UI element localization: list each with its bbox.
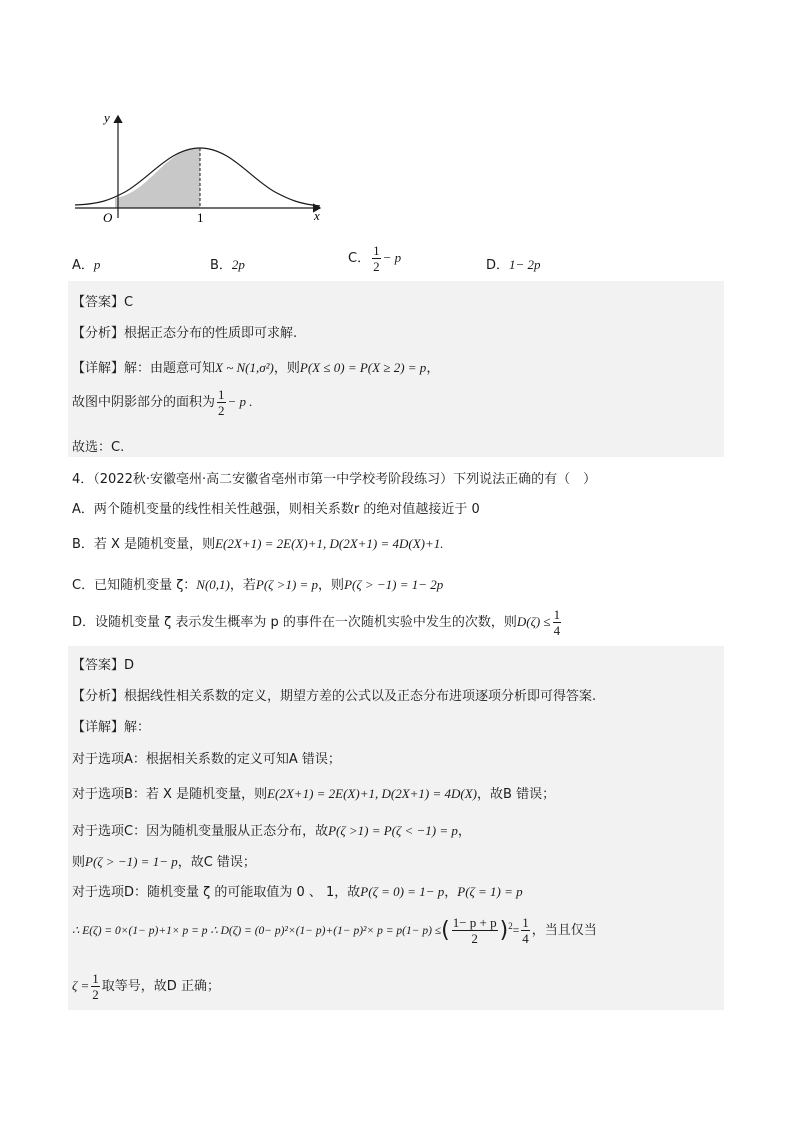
q3-analysis: 【分析】根据正态分布的性质即可求解.: [72, 326, 298, 341]
q4-option-d: D．设随机变量 ζ 表示发生概率为 p 的事件在一次随机实验中发生的次数，则D(ζ) ≤ $\frac{1}{4}$: [72, 607, 561, 638]
q4-header: 4．（2022秋·安徽亳州·高二安徽省亳州市第一中学校考阶段练习）下列说法正确的有（ ）: [72, 472, 597, 487]
q4-line-f: ζ = $\frac{1}{2}$ 取等号，故D 正确；: [72, 971, 220, 1002]
q4-line-d: 对于选项D：随机变量 ζ 的可能取值为 0 、 1，故P(ζ = 0) = 1− p，P(ζ = 1) = p: [72, 884, 523, 900]
q4-option-c: C．已知随机变量 ζ：N(0,1)，若P(ζ >1) = p，则P(ζ > −1) = 1− 2p: [72, 577, 444, 593]
origin-label: O: [103, 210, 113, 225]
q4-line-e: ∴ E(ζ) = 0×(1− p)+1× p = p ∴ D(ζ) = (0− p)²×(1− p)+(1− p)²× p = p(1− p) ≤( $\frac{1- p + p}{2}$ )$^2$= $\frac{1}{4}$ ，当且仅当: [72, 915, 597, 946]
x-axis-label: x: [314, 208, 320, 223]
q4-option-b: B．若 X 是随机变量，则E(2X+1) = 2E(X)+1, D(2X+1) = 4D(X)+1.: [72, 536, 444, 552]
option-c: C． $\frac{1}{2}$ − p: [348, 243, 402, 274]
q4-line-c2: 则P(ζ > −1) = 1− p，故C 错误；: [72, 854, 256, 870]
y-axis-label: y: [104, 110, 110, 125]
q4-answer: 【答案】D: [72, 658, 135, 673]
option-d: D．1− 2p: [486, 257, 541, 273]
q3-area: 故图中阴影部分的面积为 $\frac{1}{2}$ − p .: [72, 387, 253, 418]
option-b: B．2p: [210, 257, 245, 273]
q3-detail: 【详解】解：由题意可知X ~ N(1,σ²)，则P(X ≤ 0) = P(X ≥ 2) = p，: [72, 360, 440, 376]
normal-curve-figure: [70, 108, 330, 228]
shaded-region: [115, 148, 200, 208]
q4-line-c: 对于选项C：因为随机变量服从正态分布，故P(ζ >1) = P(ζ < −1) = p，: [72, 823, 471, 839]
q3-choose: 故选：C.: [72, 440, 125, 455]
q3-answer: 【答案】C: [72, 295, 134, 310]
q4-line-a: 对于选项A：根据相关系数的定义可知A 错误；: [72, 752, 341, 767]
q4-analysis: 【分析】根据线性相关系数的定义，期望方差的公式以及正态分布进项逐项分析即可得答案.: [72, 689, 597, 704]
q4-option-a: A．两个随机变量的线性相关性越强，则相关系数r 的绝对值越接近于 0: [72, 502, 480, 517]
tick-1-label: 1: [197, 210, 204, 225]
option-a: A．p: [72, 257, 101, 273]
q4-line-b: 对于选项B：若 X 是随机变量，则E(2X+1) = 2E(X)+1, D(2X+1) = 4D(X)，故B 错误；: [72, 786, 556, 802]
q4-detail: 【详解】解：: [72, 720, 151, 735]
